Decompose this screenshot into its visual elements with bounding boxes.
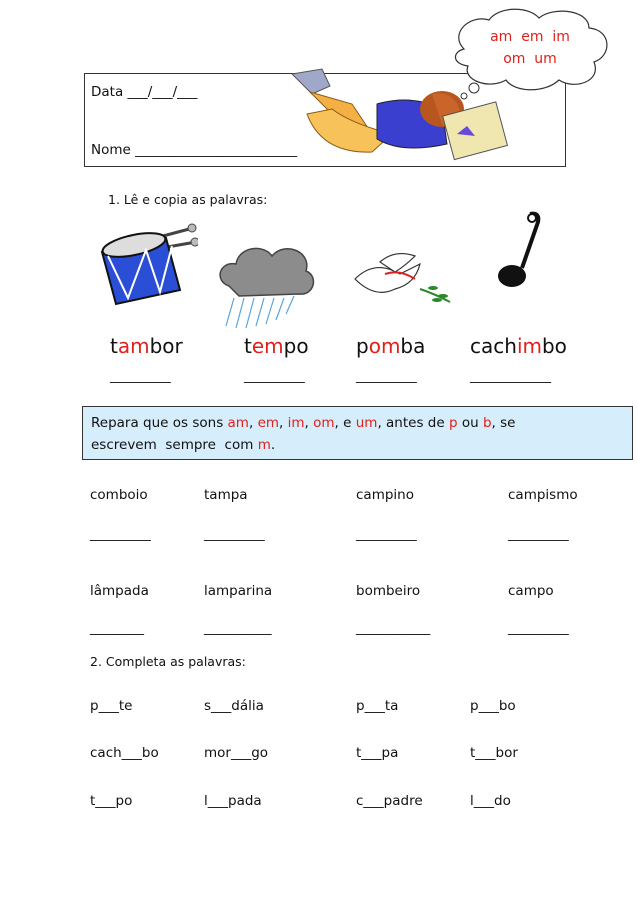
fill-word[interactable]: p___bo	[470, 698, 516, 714]
fill-word[interactable]: s___dália	[204, 698, 264, 714]
copy-blank[interactable]: _________	[508, 620, 569, 636]
rule-box	[82, 406, 633, 460]
list-word: campismo	[508, 487, 578, 503]
fill-word[interactable]: t___po	[90, 793, 133, 809]
name-field[interactable]: Nome ________________________	[91, 142, 298, 158]
list-word: campino	[356, 487, 414, 503]
fill-word[interactable]: cach___bo	[90, 745, 159, 761]
copy-blank[interactable]: ________	[90, 620, 144, 636]
word-pomba: pomba	[356, 334, 426, 358]
list-word: comboio	[90, 487, 148, 503]
exercise-1-instruction: 1. Lê e copia as palavras:	[108, 192, 268, 207]
fill-word[interactable]: l___do	[470, 793, 511, 809]
copy-blank[interactable]: __________	[204, 620, 272, 636]
copy-blank[interactable]: _________	[110, 368, 171, 384]
fill-word[interactable]: mor___go	[204, 745, 269, 761]
fill-word[interactable]: t___bor	[470, 745, 518, 761]
word-tambor: tambor	[110, 334, 183, 358]
copy-blank[interactable]: _________	[244, 368, 305, 384]
ladle-icon	[490, 206, 550, 296]
fill-word[interactable]: p___ta	[356, 698, 399, 714]
copy-blank[interactable]: ___________	[356, 620, 431, 636]
copy-blank[interactable]: _________	[508, 526, 569, 542]
copy-blank[interactable]: _________	[356, 368, 417, 384]
rule-line-1: Repara que os sons am, em, im, om, e um, antes de p ou b, se	[91, 415, 516, 431]
word-cachimbo: cachimbo	[470, 334, 567, 358]
fill-word[interactable]: l___pada	[204, 793, 262, 809]
fill-word[interactable]: c___padre	[356, 793, 423, 809]
copy-blank[interactable]: _________	[204, 526, 265, 542]
date-field[interactable]: Data ___/___/___	[91, 84, 198, 100]
list-word: bombeiro	[356, 583, 421, 599]
list-word: campo	[508, 583, 554, 599]
copy-blank[interactable]: ____________	[470, 368, 551, 384]
dove-icon	[345, 244, 455, 314]
list-word: lamparina	[204, 583, 273, 599]
rule-line-2: escrevem sempre com m.	[91, 437, 276, 453]
list-word: tampa	[204, 487, 248, 503]
list-word: lâmpada	[90, 583, 149, 599]
fill-word[interactable]: t___pa	[356, 745, 399, 761]
rain-cloud-icon	[214, 236, 319, 331]
thought-line-2: om um	[503, 51, 557, 67]
thought-line-1: am em im	[490, 29, 570, 45]
thought-text	[466, 26, 594, 70]
exercise-2-instruction: 2. Completa as palavras:	[90, 654, 246, 669]
copy-blank[interactable]: _________	[356, 526, 417, 542]
word-tempo: tempo	[244, 334, 309, 358]
copy-blank[interactable]: _________	[90, 526, 151, 542]
fill-word[interactable]: p___te	[90, 698, 133, 714]
drum-icon	[88, 220, 198, 310]
